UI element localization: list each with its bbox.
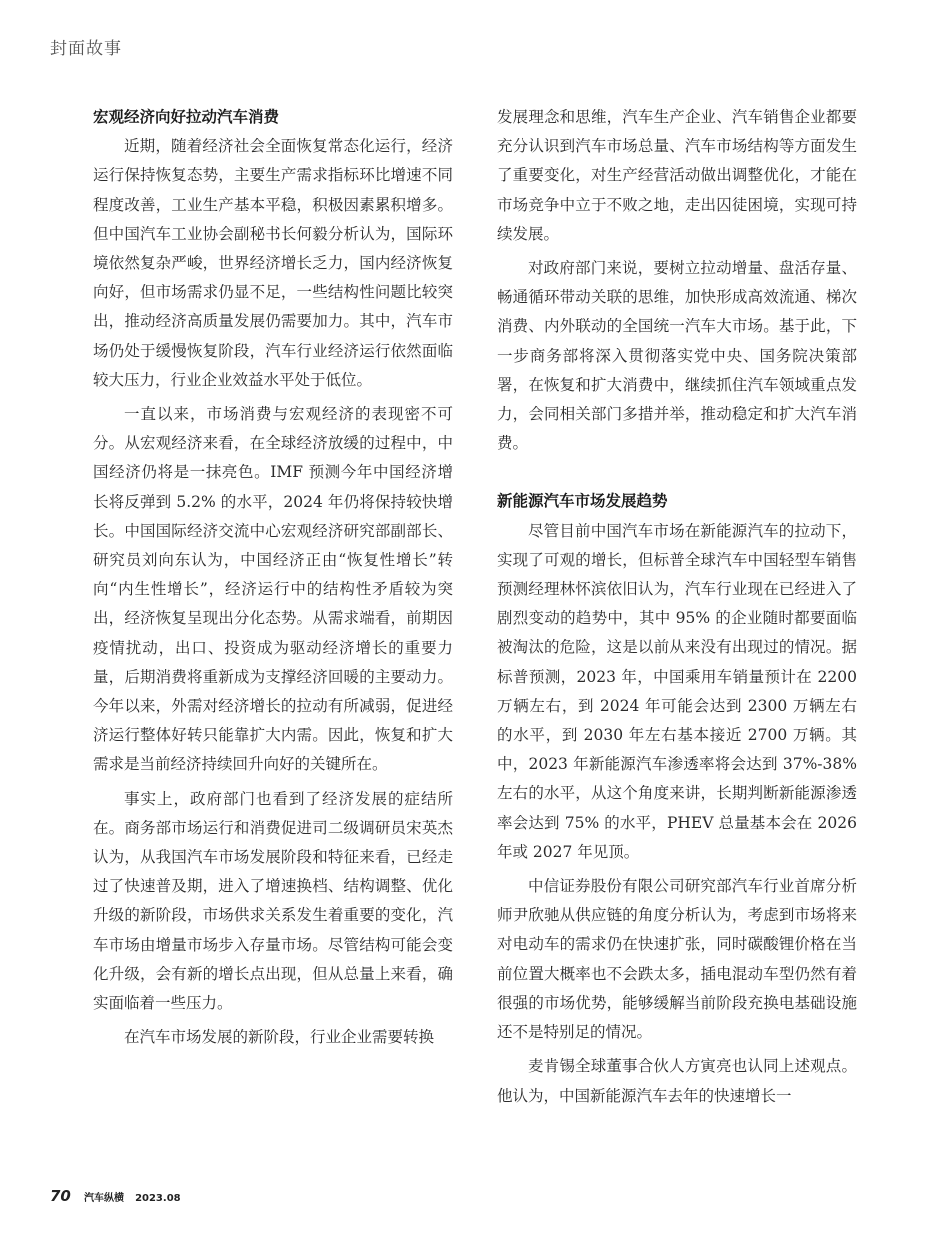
paragraph: 一直以来，市场消费与宏观经济的表现密不可分。从宏观经济来看，在全球经济放缓的过程中，中国经济仍将是一抹亮色。IMF 预测今年中国经济增长将反弹到 5.2% 的水平，2024 年仍将保持较快增长。中国国际经济交流中心宏观经济研究部副部长、研究员刘向东认为，中国经济正由“恢复性增长”转向“内生性增长”，经济运行中的结构性矛盾较为突出，经济恢复呈现出分化态势。从需求端看，前期因疫情扰动，出口、投资成为驱动经济增长的重要力量，后期消费将重新成为支撑经济回暖的主要动力。今年以来，外需对经济增长的拉动有所减弱，促进经济运行整体好转只能靠扩大内需。因此，恢复和扩大需求是当前经济持续回升向好的关键所在。 [93, 405, 453, 774]
paragraph: 事实上，政府部门也看到了经济发展的症结所在。商务部市场运行和消费促进司二级调研员宋英杰认为，从我国汽车市场发展阶段和特征来看，已经走过了快速普及期，进入了增速换档、结构调整、优化升级的新阶段，市场供求关系发生着重要的变化，汽车市场由增量市场步入存量市场。尽管结构可能会变化升级，会有新的增长点出现，但从总量上来看，确实面临着一些压力。 [93, 789, 453, 1013]
section-heading-nev: 新能源汽车市场发展趋势 [497, 492, 668, 511]
paragraph: 在汽车市场发展的新阶段，行业企业需要转换 [124, 1028, 435, 1047]
paragraph-continued: 发展理念和思维，汽车生产企业、汽车销售企业都要充分认识到汽车市场总量、汽车市场结构等方面发生了重要变化，对生产经营活动做出调整优化，才能在市场竞争中立于不败之地，走出囚徒困境，实现可持续发展。 [497, 108, 857, 243]
paragraph: 尽管目前中国汽车市场在新能源汽车的拉动下，实现了可观的增长，但标普全球汽车中国轻型车销售预测经理林怀滨依旧认为，汽车行业现在已经进入了剧烈变动的趋势中，其中 95% 的企业随时都要面临被淘汰的危险，这是以前从来没有出现过的情况。据标普预测，2023 年，中国乘用车销量预计在 2200 万辆左右，到 2024 年可能会达到 2300 万辆左右的水平，到 2030 年左右基本接近 2700 万辆。其中，2023 年新能源汽车渗透率将会达到 37%-38% 左右的水平，从这个角度来讲，长期判断新能源渗透率会达到 75% 的水平，PHEV 总量基本会在 2026 年或 2027 年见顶。 [497, 521, 857, 861]
section-label: 封面故事 [50, 39, 122, 59]
section-heading-macro: 宏观经济向好拉动汽车消费 [93, 108, 280, 126]
paragraph: 对政府部门来说，要树立拉动增量、盘活存量、畅通循环带动关联的思维，加快形成高效流通、梯次消费、内外联动的全国统一汽车大市场。基于此，下一步商务部将深入贯彻落实党中央、国务院决策部署，在恢复和扩大消费中，继续抓住汽车领域重点发力，会同相关部门多措并举，推动稳定和扩大汽车消费。 [497, 259, 857, 453]
page-footer [50, 1186, 181, 1205]
paragraph: 近期，随着经济社会全面恢复常态化运行，经济运行保持恢复态势，主要生产需求指标环比增速不同程度改善，工业生产基本平稳，积极因素累积增多。但中国汽车工业协会副秘书长何毅分析认为，国际环境依然复杂严峻，世界经济增长乏力，国内经济恢复向好，但市场需求仍显不足，一些结构性问题比较突出，推动经济高质量发展仍需要加力。其中，汽车市场仍处于缓慢恢复阶段，汽车行业经济运行依然面临较大压力，行业企业效益水平处于低位。 [93, 137, 453, 389]
right-column [497, 103, 857, 1111]
issue-date: 2023.08 [135, 1193, 181, 1204]
left-column [93, 103, 453, 1053]
paragraph: 麦肯锡全球董事合伙人方寅亮也认同上述观点。他认为，中国新能源汽车去年的快速增长一 [497, 1057, 857, 1105]
magazine-name: 汽车纵横 [83, 1193, 124, 1204]
paragraph: 中信证券股份有限公司研究部汽车行业首席分析师尹欣驰从供应链的角度分析认为，考虑到市场将来对电动车的需求仍在快速扩张，同时碳酸锂价格在当前位置大概率也不会跌太多，插电混动车型仍然有着很强的市场优势，能够缓解当前阶段充换电基础设施还不是特别足的情况。 [497, 877, 857, 1042]
page-number: 70 [50, 1187, 71, 1205]
